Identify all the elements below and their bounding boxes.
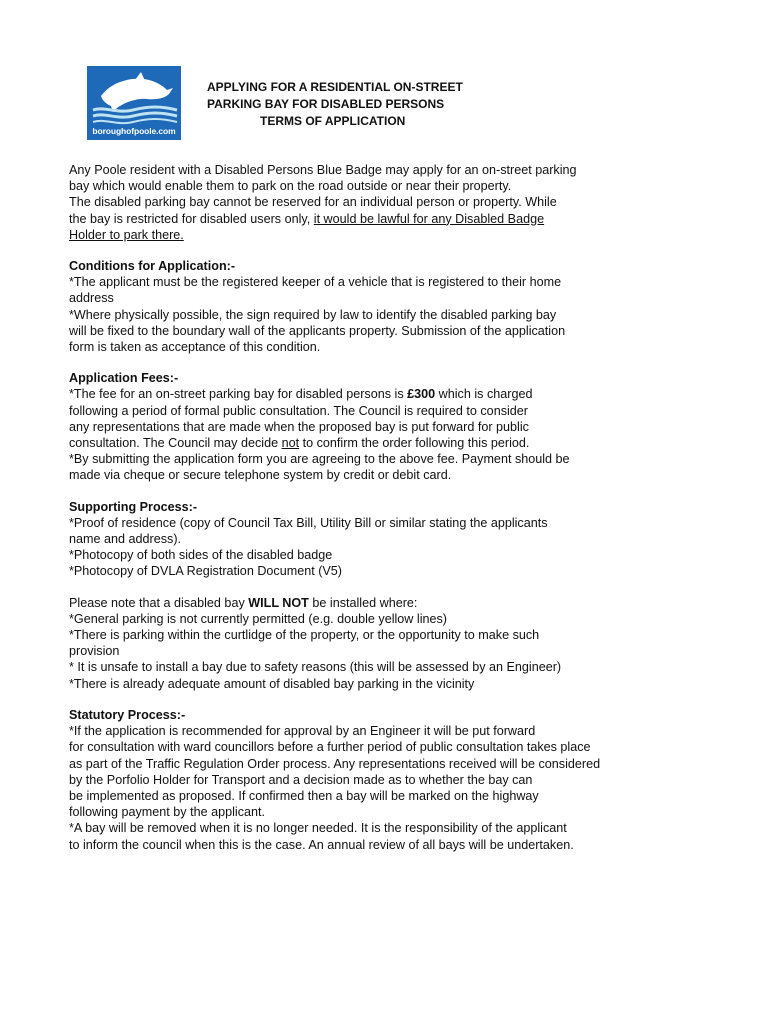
text-line: following a period of formal public consultation. The Council is required to consider	[69, 403, 528, 418]
text-line: provision	[69, 644, 120, 659]
text-span: the bay is restricted for disabled users only,	[69, 211, 314, 226]
text-line: for consultation with ward councillors before a further period of public consultation takes place	[69, 740, 591, 755]
title-line-1: APPLYING FOR A RESIDENTIAL ON-STREET	[207, 80, 463, 94]
title-line-2: PARKING BAY FOR DISABLED PERSONS	[207, 97, 445, 111]
supporting-section	[69, 499, 669, 580]
text-span: to confirm the order following this period.	[299, 436, 530, 451]
text-span: consultation. The Council may decide	[69, 436, 282, 451]
conditions-section	[69, 258, 669, 355]
text-line	[69, 211, 669, 227]
text-span: Please note that a disabled bay	[69, 595, 249, 610]
text-line: name and address).	[69, 532, 182, 547]
fee-amount: £300	[407, 387, 436, 402]
text-line	[69, 386, 669, 402]
borough-of-poole-logo	[87, 66, 181, 140]
section-heading: Application Fees:-	[69, 371, 179, 386]
text-line	[69, 595, 669, 611]
text-line: The disabled parking bay cannot be reserved for an individual person or property. While	[69, 195, 557, 210]
notes-section	[69, 595, 669, 692]
text-line: *A bay will be removed when it is no longer needed. It is the responsibility of the applicant	[69, 821, 567, 836]
text-line: address	[69, 291, 114, 306]
logo-text: boroughofpoole.com	[92, 126, 176, 136]
fees-section	[69, 370, 669, 483]
text-line: any representations that are made when the proposed bay is put forward for public	[69, 419, 529, 434]
text-line: *By submitting the application form you are agreeing to the above fee. Payment should be	[69, 452, 570, 467]
text-line: to inform the council when this is the case. An annual review of all bays will be undertaken.	[69, 837, 574, 852]
text-line: *Where physically possible, the sign required by law to identify the disabled parking bay	[69, 307, 557, 322]
text-line	[69, 227, 669, 243]
underlined-text: Holder to park there.	[69, 227, 184, 242]
text-line: *Photocopy of DVLA Registration Document (V5)	[69, 564, 343, 579]
text-line: *General parking is not currently permitted (e.g. double yellow lines)	[69, 611, 447, 626]
underlined-text: it would be lawful for any Disabled Badge	[313, 211, 545, 226]
text-line: bay which would enable them to park on the road outside or near their property.	[69, 179, 512, 194]
statutory-section	[69, 707, 669, 853]
text-line: *There is parking within the curtlidge of the property, or the opportunity to make such	[69, 628, 540, 643]
section-heading: Statutory Process:-	[69, 707, 186, 722]
document-title	[207, 79, 463, 130]
text-line: *The applicant must be the registered keeper of a vehicle that is registered to their home	[69, 275, 562, 290]
text-line: *Proof of residence (copy of Council Tax Bill, Utility Bill or similar stating the applicants	[69, 515, 548, 530]
section-heading: Conditions for Application:-	[69, 259, 236, 274]
text-line: * It is unsafe to install a bay due to safety reasons (this will be assessed by an Engineer)	[69, 660, 562, 675]
text-line: as part of the Traffic Regulation Order process. Any representations received will be considered	[69, 756, 601, 771]
text-line: by the Porfolio Holder for Transport and a decision made as to whether the bay can	[69, 772, 533, 787]
text-span: which is charged	[435, 387, 533, 402]
underlined-text: not	[281, 436, 300, 451]
bold-text: WILL NOT	[248, 595, 309, 610]
document-body	[69, 162, 669, 853]
text-line: following payment by the applicant.	[69, 805, 266, 820]
text-line: made via cheque or secure telephone system by credit or debit card.	[69, 468, 452, 483]
text-line: be implemented as proposed. If confirmed then a bay will be marked on the highway	[69, 788, 539, 803]
text-line: will be fixed to the boundary wall of the applicants property. Submission of the application	[69, 323, 566, 338]
section-heading: Supporting Process:-	[69, 499, 198, 514]
text-line: *If the application is recommended for approval by an Engineer it will be put forward	[69, 724, 536, 739]
intro-section	[69, 162, 669, 243]
text-line	[69, 435, 669, 451]
text-span: be installed where:	[308, 595, 418, 610]
text-line: form is taken as acceptance of this condition.	[69, 340, 321, 355]
text-line: Any Poole resident with a Disabled Persons Blue Badge may apply for an on-street parking	[69, 163, 577, 177]
title-line-3: TERMS OF APPLICATION	[260, 114, 406, 128]
text-line: *There is already adequate amount of disabled bay parking in the vicinity	[69, 676, 475, 691]
text-span: *The fee for an on-street parking bay for disabled persons is	[69, 387, 408, 402]
text-line: *Photocopy of both sides of the disabled badge	[69, 548, 333, 563]
